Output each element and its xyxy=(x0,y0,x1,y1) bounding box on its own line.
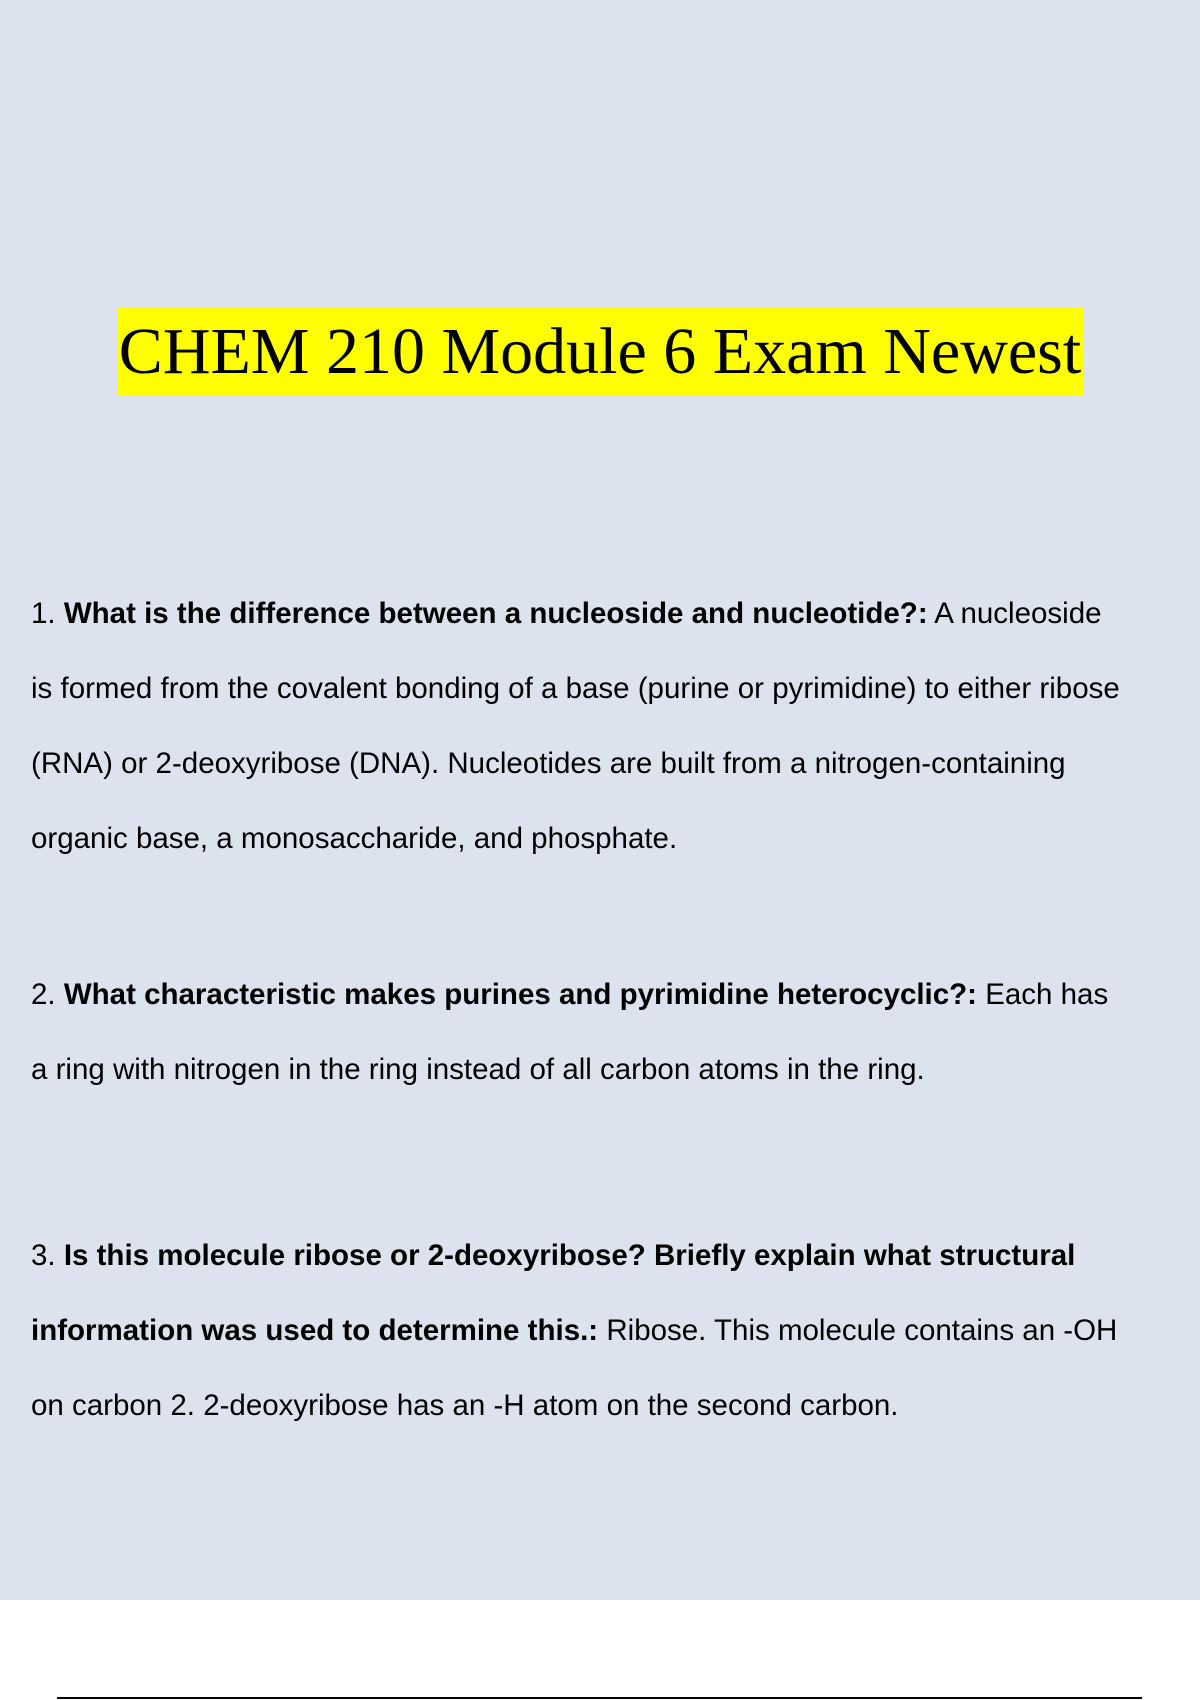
question-3-line-1 xyxy=(31,1218,1200,1293)
answer-text: A nucleoside xyxy=(934,597,1102,630)
footer-divider xyxy=(57,1697,1142,1699)
answer-text: Each has xyxy=(985,978,1109,1011)
question-text: What is the difference between a nucleoside and nucleotide?: xyxy=(63,597,928,630)
answer-line: organic base, a monosaccharide, and phosphate. xyxy=(31,822,678,855)
question-number: 1. xyxy=(31,597,56,630)
question-2-line-1 xyxy=(31,957,1200,1032)
question-text: Is this molecule ribose or 2-deoxyribose? Briefly explain what structural xyxy=(63,1239,1076,1272)
answer-line: is formed from the covalent bonding of a base (purine or pyrimidine) to either ribose xyxy=(31,672,1120,705)
answer-text: Ribose. This molecule contains an -OH xyxy=(606,1314,1118,1347)
question-3-line-2 xyxy=(31,1293,1200,1368)
question-2 xyxy=(31,957,1200,1107)
question-text: What characteristic makes purines and pyrimidine heterocyclic?: xyxy=(63,978,977,1011)
question-3 xyxy=(31,1218,1200,1443)
answer-line: a ring with nitrogen in the ring instead of all carbon atoms in the ring. xyxy=(31,1053,925,1086)
answer-line: (RNA) or 2-deoxyribose (DNA). Nucleotides are built from a nitrogen-containing xyxy=(31,747,1066,780)
question-number: 3. xyxy=(31,1239,56,1272)
question-text: information was used to determine this.: xyxy=(31,1314,599,1347)
document-title: CHEM 210 Module 6 Exam Newest xyxy=(117,308,1083,396)
question-number: 2. xyxy=(31,978,56,1011)
question-1 xyxy=(31,576,1200,876)
answer-line: on carbon 2. 2-deoxyribose has an -H atom on the second carbon. xyxy=(31,1389,899,1422)
title-container xyxy=(0,308,1200,396)
question-1-line-1 xyxy=(31,576,1200,651)
